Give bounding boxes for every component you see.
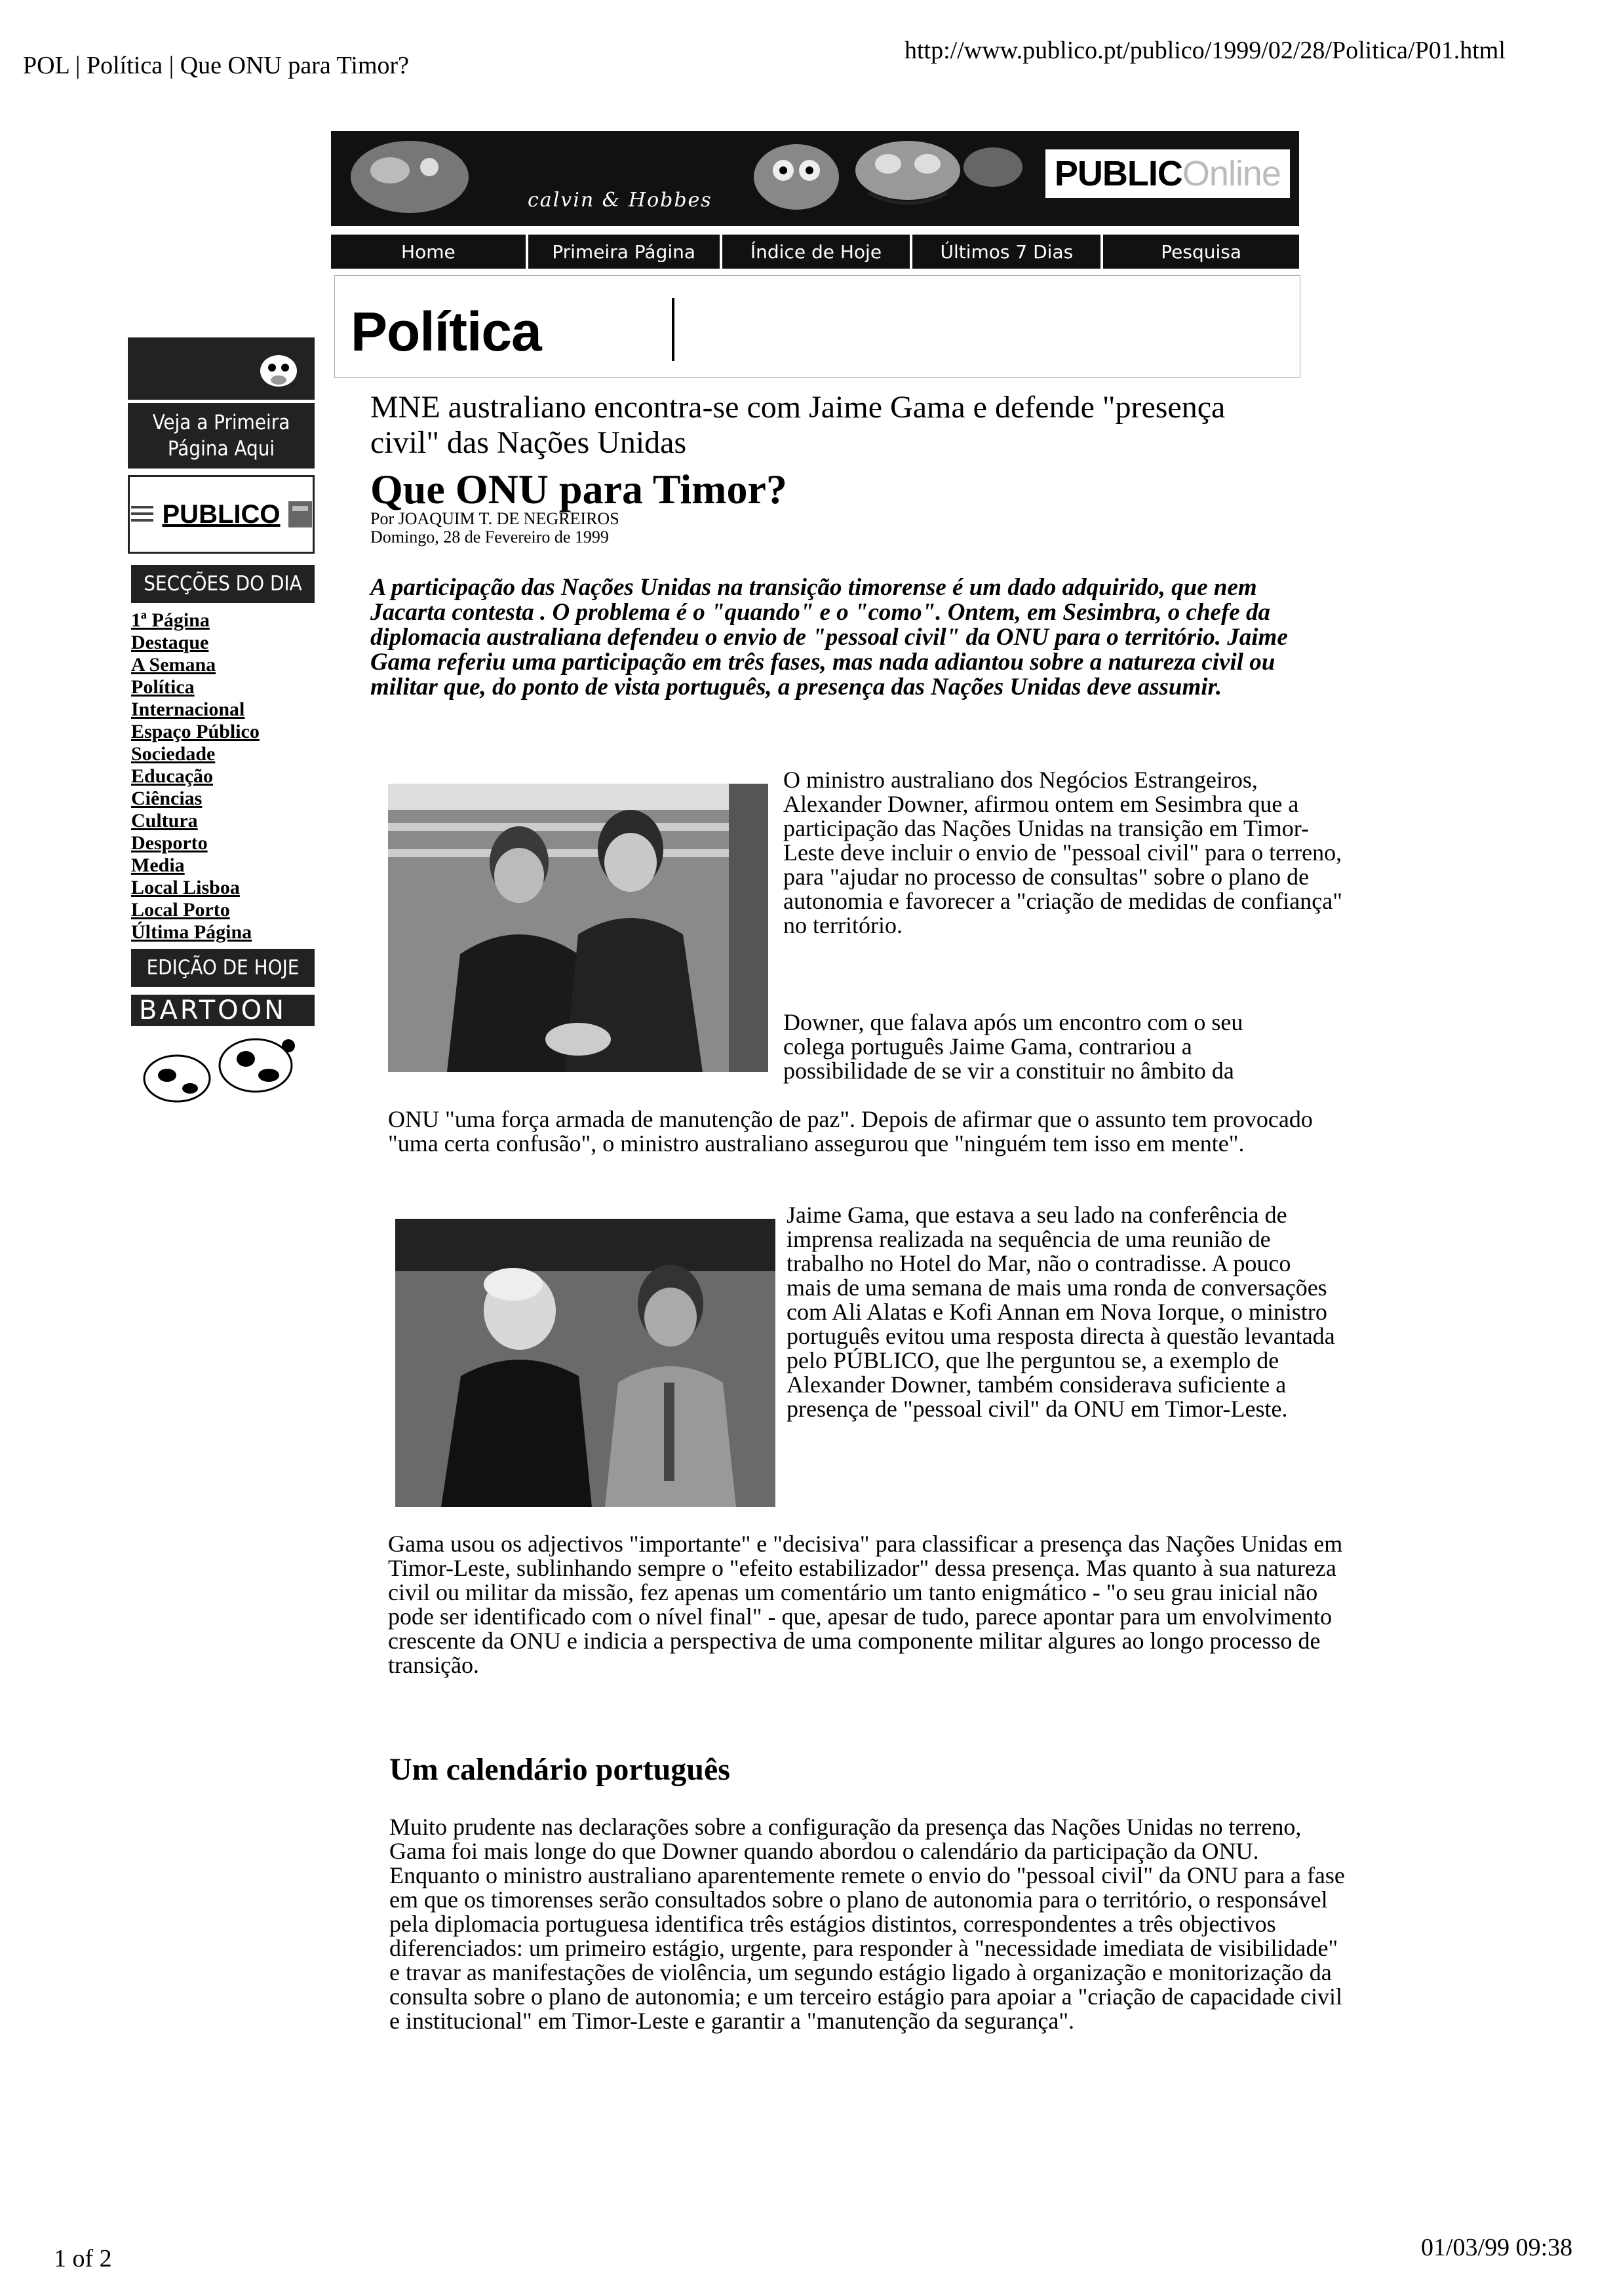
bartoon-box[interactable] (131, 995, 315, 1109)
article-subheading: Um calendário português (389, 1752, 730, 1787)
logo-suffix: Online (1182, 154, 1281, 193)
nav-indice-de-hoje[interactable]: Índice de Hoje (722, 235, 913, 269)
comic-title: calvin & Hobbes (528, 189, 712, 212)
seccao-link[interactable]: Política (131, 676, 195, 698)
photo-gama-downer-press (395, 1219, 775, 1507)
author: Por JOAQUIM T. DE NEGREIROS (370, 509, 619, 528)
print-page-title: POL | Política | Que ONU para Timor? (23, 52, 410, 79)
lines-icon (130, 498, 156, 531)
photo-icon (395, 1219, 775, 1507)
edicao-de-hoje-header[interactable]: EDIÇÃO DE HOJE (131, 949, 315, 987)
photo-icon (388, 784, 768, 1072)
nav-primeira-pagina[interactable]: Primeira Página (528, 235, 722, 269)
seccao-link[interactable]: Cultura (131, 810, 198, 832)
print-url: http://www.publico.pt/publico/1999/02/28/Politica/P01.html (905, 37, 1506, 64)
seccoes-list (131, 609, 260, 944)
nav-ultimos-7-dias[interactable]: Últimos 7 Dias (912, 235, 1103, 269)
nav-home[interactable]: Home (331, 235, 528, 269)
article-paragraph-2a: Downer, que falava após um encontro com o seu colega português Jaime Gama, contrariou a possibilidade de se vir a constituir no âmbito da (783, 1009, 1243, 1084)
veja-primeira-link[interactable]: Veja a Primeira Página Aqui (128, 403, 315, 469)
calvin-hobbes-banner[interactable] (331, 131, 1299, 226)
logo-main: PUBLIC (1054, 154, 1182, 193)
article-paragraph-5: Muito prudente nas declarações sobre a configuração da presença das Nações Unidas no terreno, Gama foi mais longe do que Downer quando abordou o calendário da participação da ONU. Enquanto o ministro australiano aparentemente remete o envio do "pessoal civil" da ONU para a fase em que os timorenses serão consultados sobre o plano de autonomia para o território, o responsável pela diplomacia portuguesa identifica três estágios distintos, correspondentes a três objectivos diferenciados: um primeiro estágio, urgente, para responder à "necessidade imediata de visibilidade" e travar as manifestações de violência, um segundo estágio ligado à organização e monitorização da consulta sobre o plano de autonomia; e um terceiro estágio para apoiar a "criação de capacidade civil e institucional" em Timor-Leste e garantir a "manutenção da segurança". (389, 1814, 1345, 2034)
photo-downer-gama-handshake (388, 784, 768, 1072)
top-navigation (331, 235, 1299, 269)
article-paragraph-1: O ministro australiano dos Negócios Estrangeiros, Alexander Downer, afirmou ontem em Sesimbra que a participação das Nações Unidas na transição em Timor-Leste deve incluir o envio de "pessoal civil" para o terreno, para "ajudar no processo de consultas" sobre o plano de autonomia e favorecer a "criação de medidas de confiança" no território. (783, 767, 1342, 938)
publico-online-logo[interactable] (1045, 149, 1290, 198)
article-paragraph-3: Jaime Gama, que estava a seu lado na conferência de imprensa realizada na sequência de uma reunião de trabalho no Hotel do Mar, não o contradisse. A pouco mais de uma semana de mais uma ronda de conversações com Ali Alatas e Kofi Annan em Nova Iorque, o ministro português evitou uma resposta directa à questão levantada pelo PÚBLICO, que lhe perguntou se, a exemplo de Alexander Downer, também considerava suficiente a presença de "pessoal civil" da ONU em Timor-Leste. (787, 1202, 1335, 1422)
page-number: 1 of 2 (54, 2245, 112, 2272)
thumb-pattern-icon (287, 498, 313, 531)
seccao-link[interactable]: Última Página (131, 921, 252, 943)
publico-thumbnail[interactable] (128, 475, 315, 554)
article-kicker: MNE australiano encontra-se com Jaime Gama e defende "presença civil" das Nações Unidas (370, 390, 1226, 460)
article-byline (370, 510, 619, 546)
seccao-link[interactable]: Educação (131, 765, 214, 787)
seccao-link[interactable]: Espaço Público (131, 721, 260, 742)
publico-thumb-label: PUBLICO (162, 499, 281, 529)
seccao-link[interactable]: Destaque (131, 632, 209, 653)
seccao-link[interactable]: Media (131, 854, 185, 876)
section-divider (672, 298, 674, 361)
seccao-link[interactable]: Sociedade (131, 743, 216, 765)
print-timestamp: 01/03/99 09:38 (1421, 2234, 1573, 2261)
bartoon-cartoon-icon (131, 1026, 315, 1109)
article-title: Que ONU para Timor? (370, 466, 787, 512)
seccao-link[interactable]: 1ª Página (131, 609, 210, 631)
section-title: Política (351, 301, 541, 362)
seccoes-header: SECÇÕES DO DIA (131, 565, 315, 603)
article-paragraph-4: Gama usou os adjectivos "importante" e "decisiva" para classificar a presença das Nações Unidas em Timor-Leste, sublinhando sempre o "efeito estabilizador" dessa presença. Mas quanto à sua natureza civil ou militar da missão, fez apenas um comentário um tanto enigmático - "o seu grau inicial não pode ser identificado com o nível final" - que, apesar de tudo, parece apontar para um envolvimento crescente da ONU e indicia a perspectiva de uma componente militar algures ao longo processo de transição. (388, 1531, 1343, 1678)
seccao-link[interactable]: Internacional (131, 698, 245, 720)
seccao-link[interactable]: Local Lisboa (131, 877, 240, 898)
seccao-link[interactable]: Desporto (131, 832, 208, 854)
article-lead: A participação das Nações Unidas na transição timorense é um dado adquirido, que nem Jacarta contesta . O problema é o "quando" e o "como". Ontem, em Sesimbra, o chefe da diplomacia australiana defendeu o envio de "pessoal civil" da ONU para o território. Jaime Gama referiu uma participação em três fases, mas nada adiantou sobre a natureza civil ou militar que, do ponto de vista português, a presença das Nações Unidas deve assumir. (370, 574, 1288, 700)
cow-logo-box[interactable] (128, 337, 315, 400)
bartoon-label: BARTOON (139, 995, 287, 1025)
cow-icon (256, 346, 302, 392)
seccao-link[interactable]: Local Porto (131, 899, 230, 921)
seccao-link[interactable]: Ciências (131, 788, 203, 809)
article-paragraph-2b: ONU "uma força armada de manutenção de paz". Depois de afirmar que o assunto tem provocado "uma certa confusão", o ministro australiano assegurou que "ninguém tem isso em mente". (388, 1106, 1313, 1157)
date: Domingo, 28 de Fevereiro de 1999 (370, 527, 609, 546)
seccao-link[interactable]: A Semana (131, 654, 216, 676)
nav-pesquisa[interactable]: Pesquisa (1161, 240, 1241, 263)
